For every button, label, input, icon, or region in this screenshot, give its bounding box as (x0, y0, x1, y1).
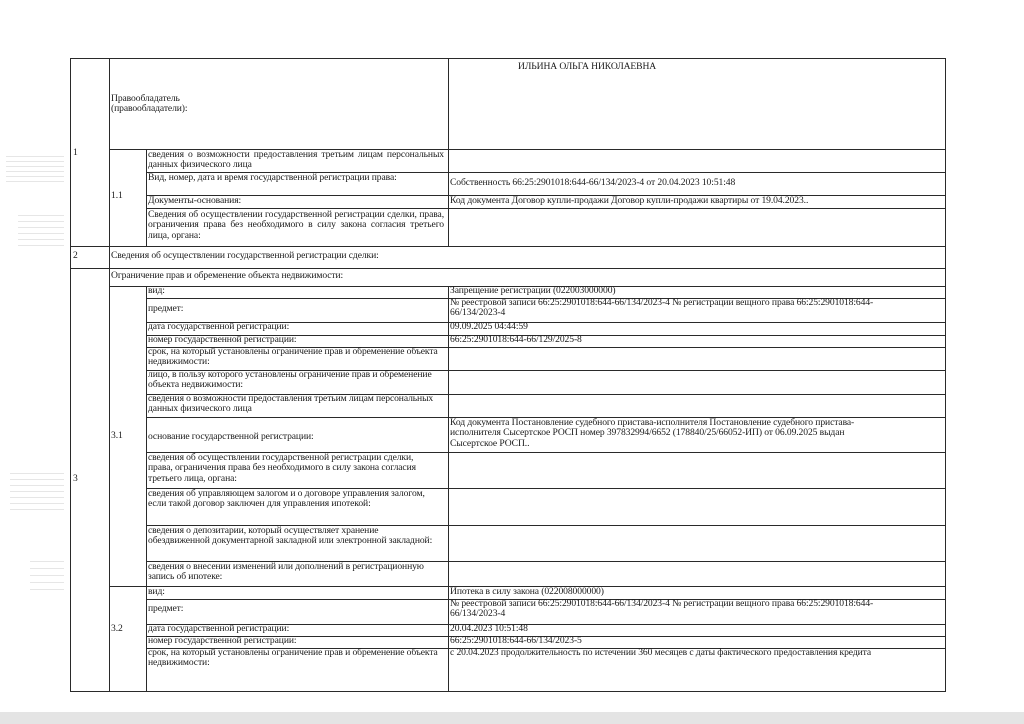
encumbrance-subject-value: № реестровой записи 66:25:2901018:644-66/134/2023-4 № регистрации вещного права 66:25:2901018:644-66/134/2023-4 (450, 598, 874, 620)
depository-label: сведения о депозитарии, который осуществляет хранение обездвиженной документарной закладной или электронной закладной: (148, 525, 433, 547)
registration-date-label: дата государственной регистрации: (148, 321, 290, 332)
encumbrance-kind-value: Запрещение регистрации (022003000000) (450, 285, 616, 296)
basis-label: Документы-основания: (148, 195, 242, 206)
encumbrance-subject-label: предмет: (148, 603, 184, 614)
encumbrance-kind-label: вид: (148, 586, 165, 597)
mortgage-changes-label: сведения о внесении изменений или дополнений в регистрационную запись об ипотеке: (148, 561, 424, 583)
row-1-1-number: 1.1 (111, 190, 123, 201)
scan-bottom-edge (0, 712, 1024, 724)
bleed-through-mark (10, 470, 64, 510)
bleed-through-mark (6, 152, 64, 182)
registration-number-value: 66:25:2901018:644-66/134/2023-5 (450, 635, 582, 646)
personal-data-label: сведения о возможности предоставления третьим лицам персональных данных физического лица (148, 149, 444, 171)
encumbrance-subject-label: предмет: (148, 303, 184, 314)
beneficiary-label: лицо, в пользу которого установлены ограничение прав и обременение объекта недвижимости: (148, 369, 432, 391)
encumbrance-subject-value: № реестровой записи 66:25:2901018:644-66/134/2023-4 № регистрации вещного права 66:25:2901018:644-66/134/2023-4 (450, 297, 874, 319)
right-kind-label: Вид, номер, дата и время государственной регистрации права: (148, 172, 397, 183)
term-label: срок, на который установлены ограничение прав и обременение объекта недвижимости: (148, 346, 438, 368)
personal-data-label: сведения о возможности предоставления третьим лицам персональных данных физического лица (148, 393, 434, 415)
pledge-manager-label: сведения об управляющем залогом и о договоре управления залогом, если такой договор заключен для управления ипотекой: (148, 488, 425, 510)
registration-number-label: номер государственной регистрации: (148, 334, 297, 345)
deal-registration-header: Сведения об осуществлении государственной регистрации сделки: (111, 250, 379, 261)
term-value: с 20.04.2023 продолжительность по истечении 360 месяцев с даты фактического предоставления кредита (450, 647, 872, 658)
owner-label: Правообладатель (правообладатели): (111, 93, 188, 115)
registration-basis-value: Код документа Постановление судебного пристава-исполнителя Постановление судебного пристава-исполнителя Сысертское РОСП номер 397832994/6652 (178840/25/66052-ИП) от 06.09.2025 выдан Сысертское РОСП.. (450, 417, 855, 449)
row-1-number: 1 (73, 147, 78, 158)
owner-name: ИЛЬИНА ОЛЬГА НИКОЛАЕВНА (518, 61, 657, 72)
row-3-number: 3 (73, 473, 78, 484)
basis-value: Код документа Договор купли-продажи Договор купли-продажи квартиры от 19.04.2023.. (450, 195, 809, 206)
restrictions-header: Ограничение прав и обременение объекта недвижимости: (111, 270, 344, 281)
registration-date-value: 09.09.2025 04:44:59 (450, 321, 528, 332)
bleed-through-mark (30, 560, 64, 590)
registration-basis-label: основание государственной регистрации: (148, 431, 314, 442)
deal-registration-label: Сведения об осуществлении государственной регистрации сделки, права, ограничения права без необходимого в силу закона согласия третьего лица, органа: (148, 209, 444, 241)
registration-date-value: 20.04.2023 10:51:48 (450, 623, 528, 634)
right-kind-value: Собственность 66:25:2901018:644-66/134/2023-4 от 20.04.2023 10:51:48 (450, 177, 736, 188)
encumbrance-kind-label: вид: (148, 285, 165, 296)
registration-number-label: номер государственной регистрации: (148, 635, 297, 646)
encumbrance-kind-value: Ипотека в силу закона (022008000000) (450, 586, 604, 597)
registration-number-value: 66:25:2901018:644-66/129/2025-8 (450, 334, 582, 345)
deal-registration-label: сведения об осуществлении государственной регистрации сделки, права, ограничения права без необходимого в силу закона согласия третьего лица, органа: (148, 452, 416, 484)
term-label: срок, на который установлены ограничение прав и обременение объекта недвижимости: (148, 647, 438, 669)
registration-date-label: дата государственной регистрации: (148, 623, 290, 634)
row-2-number: 2 (73, 250, 78, 261)
section-3-1-number: 3.1 (111, 430, 123, 441)
section-3-2-number: 3.2 (111, 623, 123, 634)
bleed-through-mark (18, 210, 64, 246)
